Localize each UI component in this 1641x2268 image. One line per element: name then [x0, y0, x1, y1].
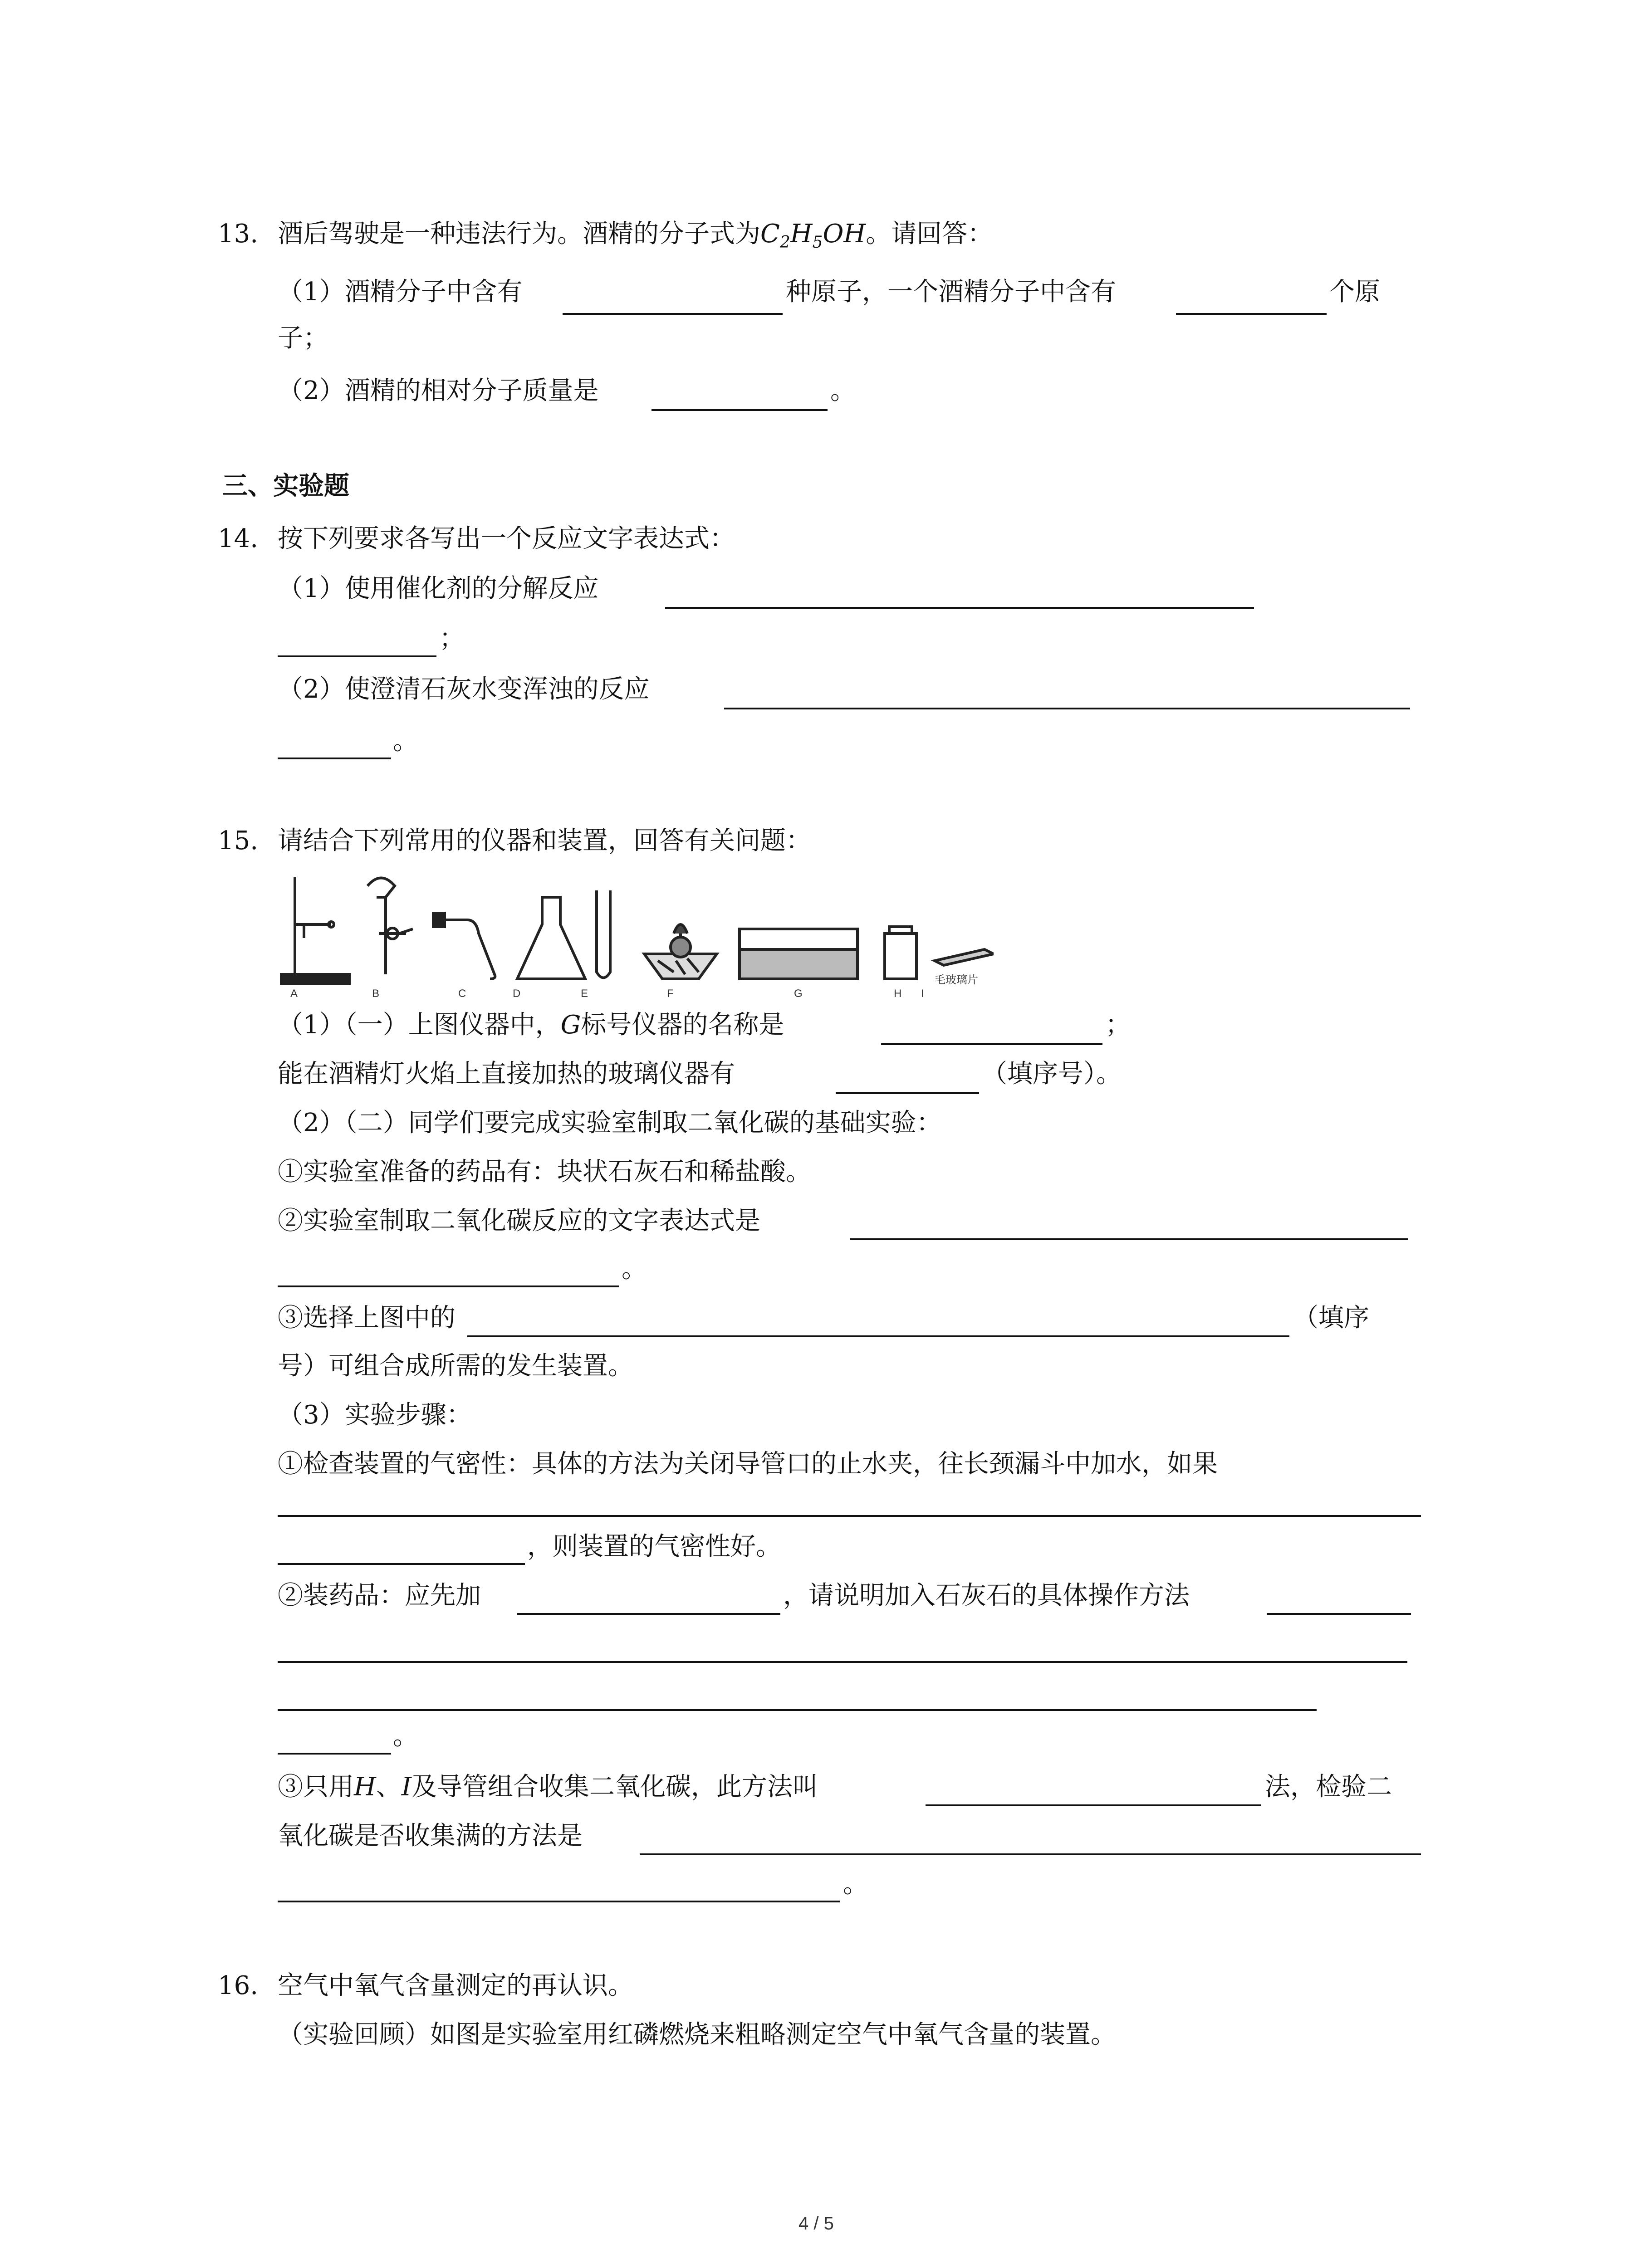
- apparatus-label-e: E: [581, 987, 588, 1000]
- apparatus-label-g: G: [794, 987, 803, 1000]
- long-neck-funnel-icon: [367, 878, 413, 975]
- q13-part1-text-a: （1）酒精分子中含有: [278, 277, 523, 307]
- q15-limestone-method-blank-3[interactable]: [278, 1709, 1317, 1711]
- q13-part1-text-b: 种原子，一个酒精分子中含有: [786, 277, 1116, 307]
- q15-s3-text-c: 法，检验二: [1265, 1772, 1392, 1802]
- q15-number: 15.: [218, 826, 259, 855]
- apparatus-label-b: B: [372, 987, 380, 1000]
- apparatus-label-f: F: [667, 987, 674, 1000]
- q15-limestone-method-blank-2[interactable]: [278, 1661, 1407, 1663]
- q15-limestone-method-blank-1[interactable]: [1267, 1613, 1411, 1615]
- lab-apparatus-figure: [277, 870, 994, 1002]
- q15-s3-text: ③只用H、I及导管组合收集二氧化碳，此方法叫: [278, 1772, 818, 1802]
- alcohol-lamp-icon: [644, 924, 717, 979]
- q13-part2-text: （2）酒精的相对分子质量是: [278, 376, 599, 406]
- q15-heatable-glass-blank[interactable]: [836, 1092, 979, 1094]
- q15-s1-end: ，则装置的气密性好。: [527, 1532, 781, 1561]
- q16-number: 16.: [218, 1971, 259, 2000]
- q15-airtightness-blank-2[interactable]: [278, 1563, 525, 1565]
- q14-limewater-reaction-blank-2[interactable]: [278, 758, 391, 759]
- delivery-tube-icon: [433, 913, 495, 979]
- apparatus-label-i: I: [921, 987, 924, 1000]
- test-tube-icon: [597, 890, 610, 978]
- apparatus-label-h: H: [894, 987, 902, 1000]
- q13-part1-text-c: 个原: [1329, 277, 1380, 307]
- q13-part1-text-d: 子；: [278, 323, 328, 353]
- q15-part1-text: （1）（一）上图仪器中，G标号仪器的名称是: [278, 1010, 784, 1040]
- conical-flask-icon: [517, 897, 585, 979]
- q14-catalyst-reaction-blank-2[interactable]: [278, 655, 436, 657]
- q14-part1-text: （1）使用催化剂的分解反应: [278, 574, 599, 603]
- q14-number: 14.: [218, 524, 259, 553]
- ethanol-formula: $C_2H_5OH$: [760, 219, 866, 252]
- iron-stand-icon: [281, 877, 349, 983]
- q13-stem-before: 酒后驾驶是一种违法行为。酒精的分子式为: [278, 219, 760, 249]
- q16-stem: 空气中氧气含量测定的再认识。: [278, 1971, 633, 2000]
- q13-atom-kinds-blank[interactable]: [563, 313, 783, 315]
- q15-c3-text-b: （填序: [1293, 1303, 1369, 1333]
- q15-c2-end: 。: [622, 1254, 647, 1284]
- q15-s3-end: 。: [843, 1869, 868, 1899]
- q15-s2-end: 。: [393, 1721, 418, 1751]
- q15-part1-text-d: 能在酒精灯火焰上直接加热的玻璃仪器有: [278, 1059, 735, 1089]
- q15-c1-text: ①实验室准备的药品有：块状石灰石和稀盐酸。: [278, 1157, 811, 1187]
- q15-g-name-blank[interactable]: [881, 1043, 1102, 1045]
- q15-airtightness-blank-1[interactable]: [278, 1515, 1421, 1517]
- q15-s3-text-d: 氧化碳是否收集满的方法是: [278, 1821, 583, 1851]
- q16-part1-text: （实验回顾）如图是实验室用红磷燃烧来粗略测定空气中氧气含量的装置。: [278, 2020, 1116, 2049]
- q15-s1-text: ①检查装置的气密性：具体的方法为关闭导管口的止水夹，往长颈漏斗中加水，如果: [278, 1449, 1218, 1479]
- water-trough-icon: [740, 929, 857, 979]
- q15-part1-text-e: （填序号）。: [982, 1059, 1122, 1089]
- q15-collection-method-blank[interactable]: [926, 1804, 1261, 1806]
- section-experiment-title: 三、实验题: [222, 471, 349, 501]
- apparatus-label-c: C: [458, 987, 466, 1000]
- q14-part2-text: （2）使澄清石灰水变浑浊的反应: [278, 675, 650, 704]
- q14-stem: 按下列要求各写出一个反应文字表达式：: [278, 524, 735, 553]
- q15-c3-text-c: 号）可组合成所需的发生装置。: [278, 1351, 633, 1381]
- q13-stem: [278, 221, 993, 251]
- q15-s2-text: ②装药品：应先加: [278, 1581, 481, 1610]
- gas-jar-icon: [885, 927, 916, 979]
- apparatus-label-d: D: [513, 987, 521, 1000]
- q15-part1-semicolon: ；: [1105, 1010, 1131, 1040]
- q15-c3-text: ③选择上图中的: [278, 1303, 456, 1333]
- glass-plate-icon: [935, 949, 994, 965]
- page-number: 4 / 5: [798, 2214, 834, 2234]
- q15-part3-text: （3）实验步骤：: [278, 1400, 472, 1430]
- q14-part2-end: 。: [393, 726, 418, 756]
- q15-co2-equation-blank-1[interactable]: [850, 1238, 1408, 1240]
- q15-s2-text-b: ，请说明加入石灰石的具体操作方法: [783, 1581, 1190, 1610]
- glass-plate-label: 毛玻璃片: [935, 974, 978, 986]
- q15-first-reagent-blank[interactable]: [517, 1613, 780, 1615]
- q15-generator-apparatus-blank[interactable]: [467, 1335, 1289, 1337]
- q15-co2-equation-blank-2[interactable]: [278, 1286, 619, 1287]
- q15-c2-text: ②实验室制取二氧化碳反应的文字表达式是: [278, 1206, 760, 1236]
- q15-part2-text: （2）（二）同学们要完成实验室制取二氧化碳的基础实验：: [278, 1108, 942, 1138]
- q13-number: 13.: [218, 219, 259, 249]
- q14-limewater-reaction-blank-1[interactable]: [724, 708, 1410, 709]
- q14-part1-end: ；: [439, 624, 465, 653]
- q15-stem: 请结合下列常用的仪器和装置，回答有关问题：: [278, 826, 811, 855]
- q13-stem-after: 。请回答：: [866, 219, 993, 249]
- q15-full-check-blank-2[interactable]: [278, 1901, 840, 1902]
- q15-full-check-blank-1[interactable]: [640, 1853, 1421, 1855]
- q13-atom-count-blank[interactable]: [1176, 313, 1327, 315]
- q13-molar-mass-blank[interactable]: [652, 409, 828, 411]
- q14-catalyst-reaction-blank-1[interactable]: [665, 607, 1254, 609]
- q15-limestone-method-blank-4[interactable]: [278, 1753, 391, 1755]
- apparatus-label-a: A: [290, 987, 298, 1000]
- q13-part2-end: 。: [830, 376, 856, 406]
